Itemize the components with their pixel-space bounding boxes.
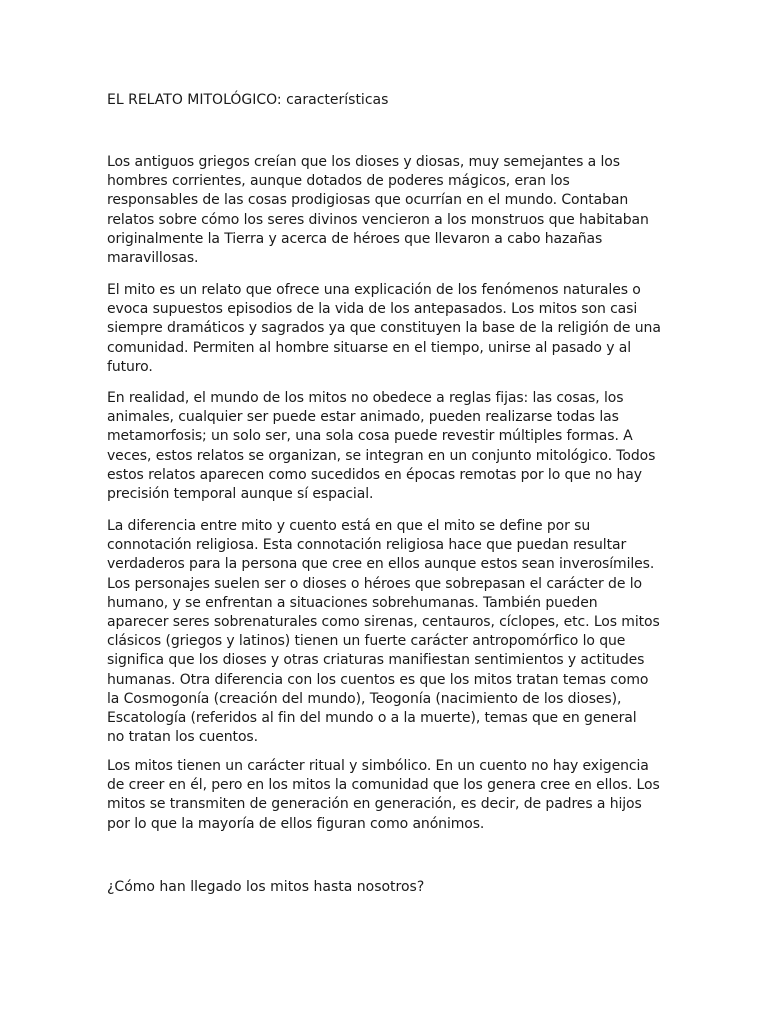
paragraph-line: siempre dramáticos y sagrados ya que constituyen la base de la religión de una bbox=[107, 320, 661, 337]
paragraph-line: El mito es un relato que ofrece una explicación de los fenómenos naturales o bbox=[107, 282, 641, 298]
paragraph-line: por lo que la mayoría de ellos figuran como anónimos. bbox=[107, 815, 485, 832]
paragraph-line: de creer en él, pero en los mitos la comunidad que los genera cree en ellos. Los bbox=[107, 777, 660, 794]
paragraph-line: Escatología (referidos al fin del mundo o a la muerte), temas que en general bbox=[107, 710, 637, 727]
paragraph-line: relatos sobre cómo los seres divinos vencieron a los monstruos que habitaban bbox=[107, 211, 649, 228]
paragraph-line: mitos se transmiten de generación en generación, es decir, de padres a hijos bbox=[107, 796, 642, 813]
paragraph-line: precisión temporal aunque sí espacial. bbox=[107, 486, 374, 503]
paragraph-line: significa que los dioses y otras criaturas manifiestan sentimientos y actitudes bbox=[107, 652, 645, 669]
paragraph-3 bbox=[107, 389, 667, 504]
paragraph-line: comunidad. Permiten al hombre situarse en el tiempo, unirse al pasado y al bbox=[107, 339, 632, 356]
paragraph-line: la Cosmogonía (creación del mundo), Teogonía (nacimiento de los dioses), bbox=[107, 690, 622, 707]
paragraph-line: Los personajes suelen ser o dioses o héroes que sobrepasan el carácter de lo bbox=[107, 575, 642, 592]
paragraph-line: En realidad, el mundo de los mitos no obedece a reglas fijas: las cosas, los bbox=[107, 390, 624, 406]
paragraph-line: humano, y se enfrentan a situaciones sobrehumanas. También pueden bbox=[107, 594, 598, 611]
paragraph-line: maravillosas. bbox=[107, 250, 199, 267]
paragraph-line: hombres corrientes, aunque dotados de poderes mágicos, eran los bbox=[107, 173, 570, 190]
paragraph-line: clásicos (griegos y latinos) tienen un fuerte carácter antropomórfico lo que bbox=[107, 633, 626, 650]
paragraph-line: veces, estos relatos se organizan, se integran en un conjunto mitológico. Todos bbox=[107, 447, 656, 464]
section-question-heading: ¿Cómo han llegado los mitos hasta nosotros? bbox=[107, 879, 425, 895]
paragraph-2 bbox=[107, 281, 667, 377]
paragraph-line: La diferencia entre mito y cuento está en que el mito se define por su bbox=[107, 518, 591, 534]
paragraph-line: estos relatos aparecen como sucedidos en épocas remotas por lo que no hay bbox=[107, 466, 642, 483]
paragraph-line: aparecer seres sobrenaturales como sirenas, centauros, cíclopes, etc. Los mitos bbox=[107, 614, 660, 631]
paragraph-1 bbox=[107, 153, 667, 268]
paragraph-line: verdaderos para la persona que cree en ellos aunque estos sean inverosímiles. bbox=[107, 556, 655, 573]
paragraph-line: Los mitos tienen un carácter ritual y simbólico. En un cuento no hay exigencia bbox=[107, 758, 649, 774]
paragraph-line: connotación religiosa. Esta connotación religiosa hace que puedan resultar bbox=[107, 537, 627, 554]
paragraph-line: metamorfosis; un solo ser, una sola cosa puede revestir múltiples formas. A bbox=[107, 428, 633, 445]
paragraph-line: animales, cualquier ser puede estar animado, pueden realizarse todas las bbox=[107, 409, 619, 426]
paragraph-line: humanas. Otra diferencia con los cuentos es que los mitos tratan temas como bbox=[107, 671, 649, 688]
paragraph-line: originalmente la Tierra y acerca de héroes que llevaron a cabo hazañas bbox=[107, 230, 603, 247]
paragraph-line: futuro. bbox=[107, 358, 153, 375]
document-title: EL RELATO MITOLÓGICO: características bbox=[107, 92, 389, 108]
paragraph-4 bbox=[107, 517, 667, 747]
paragraph-line: responsables de las cosas prodigiosas que ocurrían en el mundo. Contaban bbox=[107, 192, 629, 209]
paragraph-line: Los antiguos griegos creían que los dioses y diosas, muy semejantes a los bbox=[107, 154, 620, 170]
paragraph-line: evoca supuestos episodios de la vida de los antepasados. Los mitos son casi bbox=[107, 301, 638, 318]
paragraph-line: no tratan los cuentos. bbox=[107, 729, 258, 746]
paragraph-5 bbox=[107, 757, 667, 834]
